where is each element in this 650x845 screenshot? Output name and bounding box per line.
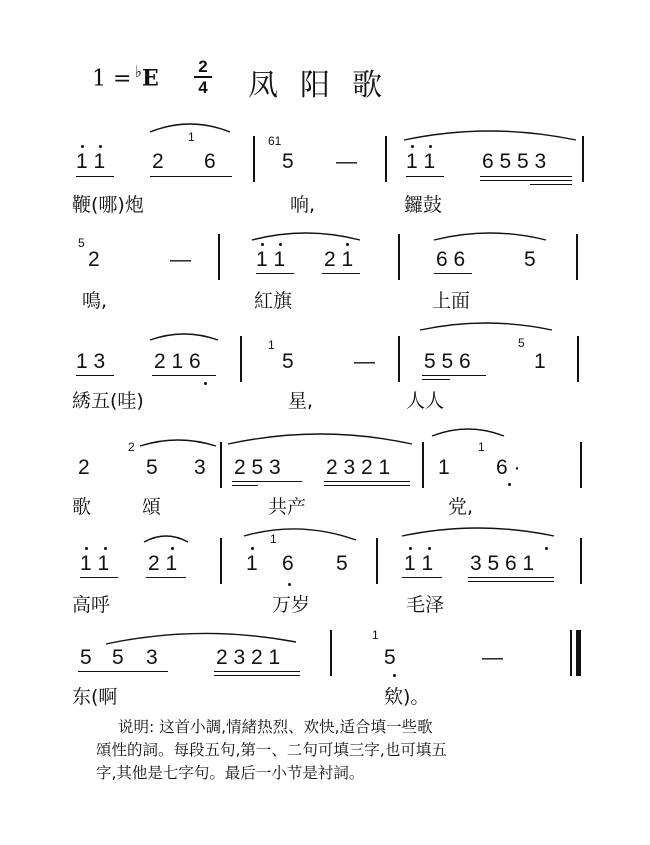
slur: [432, 429, 504, 436]
note-group: 5: [524, 248, 536, 271]
sustain-dash: —: [482, 646, 503, 669]
note-group: 2 3 2 1: [216, 646, 281, 669]
note-group: 2 3 2 1: [326, 456, 391, 479]
lyric: 頌: [142, 496, 162, 518]
note-group: 6 6: [436, 248, 466, 271]
page-title: 凤阳歌: [248, 68, 404, 103]
grace-note: 61: [268, 134, 282, 148]
grace-note: 5: [78, 236, 85, 250]
lyric: 万岁: [272, 594, 311, 616]
slur: [150, 334, 218, 340]
note-group: 3 5 6 1: [470, 552, 535, 575]
note-group: 6 5 5 3: [482, 150, 547, 173]
slur: [420, 323, 552, 330]
note-line-2: 頌性的詞。每段五句,第一、二句可填三字,也可填五: [96, 741, 447, 759]
note-group: 1: [534, 350, 546, 373]
note-group: 1 1: [404, 552, 434, 575]
flat-sign: ♭: [134, 62, 142, 81]
slur: [106, 633, 296, 644]
grace-note: 1: [372, 628, 379, 642]
time-top: 2: [198, 57, 208, 76]
note-group: 6 ·: [496, 456, 521, 479]
lyric: 毛泽: [406, 594, 445, 616]
lyric: 綉五(哇): [72, 390, 144, 412]
note-group: 5: [282, 350, 294, 373]
slur: [144, 536, 188, 542]
note-group: 3: [146, 646, 158, 669]
note-line-3: 字,其他是七字句。最后一小节是衬詞。: [96, 764, 365, 782]
lyric: 鑼鼓: [404, 194, 443, 216]
sustain-dash: —: [336, 150, 357, 173]
note-group: 1 1: [80, 552, 110, 575]
lyric: 共产: [268, 496, 307, 518]
note-group: 6: [204, 150, 216, 173]
slur: [404, 131, 576, 140]
note-line-1: 说明: 这首小調,情緒热烈、欢快,适合填一些歌: [118, 718, 433, 736]
note-group: 3: [194, 456, 206, 479]
lyric: 鞭(哪)炮: [72, 194, 144, 216]
note-group: 2 1 6: [154, 350, 201, 373]
grace-note: 1: [270, 532, 277, 546]
key-note: E: [141, 65, 159, 92]
grace-note: 1: [188, 130, 195, 144]
lyric: 鳴,: [82, 290, 108, 312]
time-bottom: 4: [198, 78, 208, 97]
note-group: 5 5 6: [424, 350, 471, 373]
lyric: 响,: [290, 194, 316, 216]
slur: [150, 124, 230, 132]
explanation-note: [96, 716, 447, 785]
note-group: 1: [438, 456, 450, 479]
note-group: 2 1: [324, 248, 354, 271]
note-group: 2: [88, 248, 100, 271]
note-group: 2: [78, 456, 90, 479]
lyric: 紅旗: [254, 290, 293, 312]
note-group: 5: [146, 456, 158, 479]
note-group: 5: [80, 646, 92, 669]
grace-note: 2: [128, 440, 135, 454]
sustain-dash: —: [170, 248, 191, 271]
note-group: 6: [282, 552, 294, 575]
note-group: 1 1: [76, 150, 106, 173]
slur: [140, 440, 216, 446]
grace-note: 1: [478, 440, 485, 454]
key-prefix: 1 =: [92, 66, 132, 92]
grace-note: 5: [518, 336, 525, 350]
lyric: 上面: [432, 290, 471, 312]
slur: [434, 233, 546, 240]
sustain-dash: —: [354, 350, 375, 373]
note-label: 说明:: [118, 718, 155, 736]
note-group: 5: [282, 150, 294, 173]
note-group: 2 1: [148, 552, 178, 575]
note-group: 5: [336, 552, 348, 575]
grace-note: 1: [268, 338, 275, 352]
note-group: 5: [384, 646, 396, 669]
slur: [402, 528, 554, 536]
slur: [228, 434, 412, 444]
note-group: 1 3: [76, 350, 106, 373]
note-group: 2: [152, 150, 164, 173]
note-group: 1: [246, 552, 258, 575]
lyric: 高呼: [72, 594, 111, 616]
note-group: 5: [112, 646, 124, 669]
slur: [252, 233, 360, 240]
slur: [244, 529, 356, 540]
lyric: 欸)。: [384, 686, 430, 708]
lyric: 东(啊: [72, 686, 118, 708]
lyric: 党,: [448, 496, 474, 518]
lyric: 人人: [406, 390, 445, 412]
lyric: 星,: [288, 390, 314, 412]
note-group: 1 1: [406, 150, 436, 173]
note-group: 1 1: [256, 248, 286, 271]
note-group: 2 5 3: [234, 456, 281, 479]
lyric: 歌: [72, 496, 92, 518]
